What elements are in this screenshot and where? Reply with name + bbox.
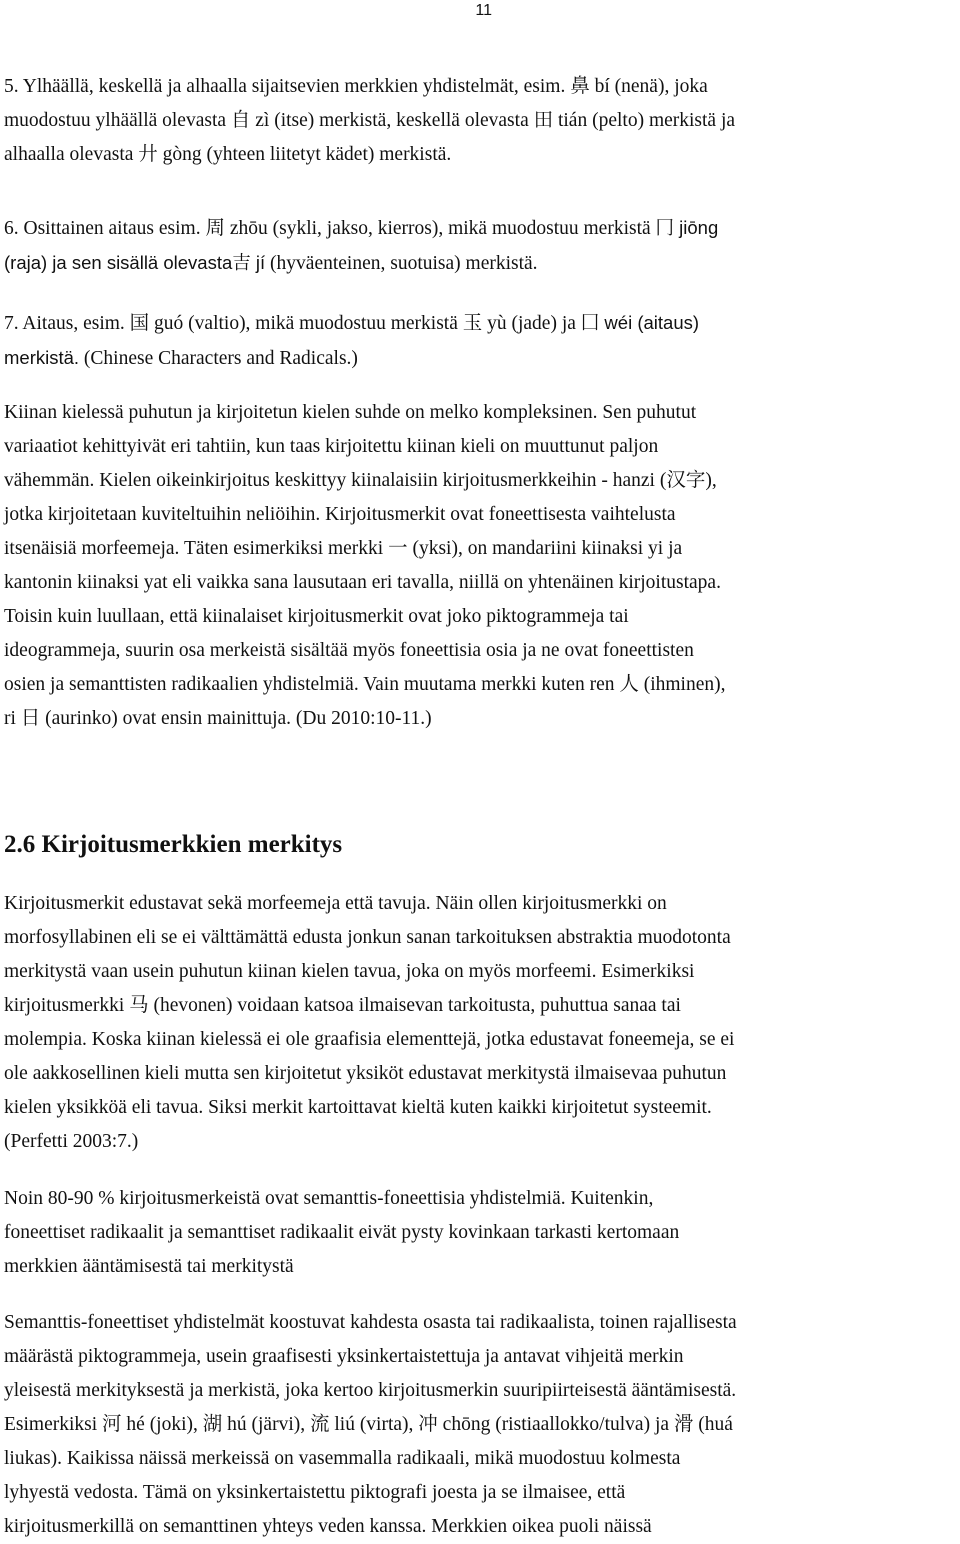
- text-line: kirjoitusmerkillä on semanttinen yhteys veden kanssa. Merkkien oikea puoli näissä: [4, 1516, 652, 1537]
- text-line: [4, 341, 956, 376]
- text-line: [4, 211, 956, 246]
- list-item-7: [4, 306, 956, 376]
- page-number: 11: [475, 2, 492, 19]
- text-line: määrästä piktogrammeja, usein graafisesti yksinkertaistettuja ja antavat vihjeitä merkin: [4, 1346, 684, 1367]
- text-line: [4, 306, 956, 341]
- text-line: [4, 246, 956, 281]
- text-line: ole aakkosellinen kieli mutta sen kirjoitetut yksiköt edustavat merkitystä ilmaisevaa puhutun: [4, 1063, 727, 1084]
- text-line: itsenäisiä morfeemeja. Täten esimerkiksi merkki 一 (yksi), on mandariini kiinaksi yi ja: [4, 538, 683, 559]
- text-segment: 7. Aitaus, esim. 国 guó (valtio), mikä muodostuu merkistä 玉 yù (jade) ja: [4, 313, 581, 334]
- text-line: osien ja semanttisten radikaalien yhdistelmiä. Vain muutama merkki kuten ren 人 (ihminen),: [4, 674, 726, 695]
- text-line: kirjoitusmerkki 马 (hevonen) voidaan katsoa ilmaisevan tarkoitusta, puhuttua sanaa tai: [4, 995, 681, 1016]
- text-line: foneettiset radikaalit ja semanttiset radikaalit eivät pysty kovinkaan tarkasti kertomaan: [4, 1222, 680, 1243]
- text-line: ri 日 (aurinko) ovat ensin mainittuja. (Du 2010:10-11.): [4, 708, 432, 729]
- text-line: merkitystä vaan usein puhutun kiinan kielen tavua, joka on myös morfeemi. Esimerkiksi: [4, 961, 695, 982]
- text-line: Toisin kuin luullaan, että kiinalaiset kirjoitusmerkit ovat joko piktogrammeja tai: [4, 606, 629, 627]
- text-line: Kirjoitusmerkit edustavat sekä morfeemeja että tavuja. Näin ollen kirjoitusmerkki on: [4, 893, 667, 914]
- text-line: morfosyllabinen eli se ei välttämättä edusta jonkun sanan tarkoituksen abstraktia muodotonta: [4, 927, 731, 948]
- text-segment: (raja) ja sen sisällä olevasta吉 jí: [4, 252, 266, 273]
- text-line: Esimerkiksi 河 hé (joki), 湖 hú (järvi), 流 liú (virta), 冲 chōng (ristiaallokko/tulva) ja 滑 (huá: [4, 1414, 733, 1435]
- text-line: kielen yksikköä eli tavua. Siksi merkit kartoittavat kieltä kuten kaikki kirjoitetut systeemit.: [4, 1097, 712, 1118]
- paragraph-noin: [4, 1182, 956, 1284]
- text-line: Noin 80-90 % kirjoitusmerkeistä ovat semanttis-foneettisia yhdistelmiä. Kuitenkin,: [4, 1188, 654, 1209]
- text-line: merkkien ääntämisestä tai merkitystä: [4, 1256, 294, 1277]
- text-line: Kiinan kielessä puhutun ja kirjoitetun kielen suhde on melko kompleksinen. Sen puhutut: [4, 402, 697, 423]
- text-line: Semanttis-foneettiset yhdistelmät koostuvat kahdesta osasta tai radikaalista, toinen rajallisesta: [4, 1312, 737, 1333]
- text-line: muodostuu ylhäällä olevasta 自 zì (itse) merkistä, keskellä olevasta 田 tián (pelto) merkistä ja: [4, 110, 736, 131]
- text-segment: 囗 wéi (aitaus): [580, 312, 700, 333]
- list-item-5: [4, 70, 956, 172]
- text-line: (Perfetti 2003:7.): [4, 1131, 139, 1152]
- text-line: ideogrammeja, suurin osa merkeistä sisältää myös foneettisia osia ja ne ovat foneettisten: [4, 640, 694, 661]
- paragraph-semanttis: [4, 1306, 956, 1544]
- text-line: 5. Ylhäällä, keskellä ja alhaalla sijaitsevien merkkien yhdistelmät, esim. 鼻 bí (nenä), joka: [4, 76, 708, 97]
- text-line: molempia. Koska kiinan kielessä ei ole graafisia elementtejä, jotka edustavat foneemeja, se ei: [4, 1029, 735, 1050]
- list-item-6: [4, 211, 956, 281]
- text-segment: 6. Osittainen aitaus esim. 周 zhōu (sykli, jakso, kierros), mikä muodostuu merkistä: [4, 218, 656, 239]
- text-line: variaatiot kehittyivät eri tahtiin, kun taas kirjoitettu kiinan kieli on muuttunut paljon: [4, 436, 659, 457]
- text-segment: 冂 jiōng: [655, 217, 719, 238]
- paragraph-kiinan: [4, 396, 956, 736]
- text-line: jotka kirjoitetaan kuviteltuihin neliöihin. Kirjoitusmerkit ovat foneettisesta vaihtelusta: [4, 504, 676, 525]
- text-line: lyhyestä vedosta. Tämä on yksinkertaistettu piktografi joesta ja se ilmaisee, että: [4, 1482, 626, 1503]
- text-segment: (hyväenteinen, suotuisa) merkistä.: [265, 253, 538, 274]
- section-heading: 2.6 Kirjoitusmerkkien merkitys: [4, 831, 343, 858]
- text-segment: merkistä.: [4, 347, 80, 368]
- text-line: liukas). Kaikissa näissä merkeissä on vasemmalla radikaali, mikä muodostuu kolmesta: [4, 1448, 681, 1469]
- text-line: kantonin kiinaksi yat eli vaikka sana lausutaan eri tavalla, niillä on yhtenäinen kirjoitustapa.: [4, 572, 721, 593]
- text-segment: (Chinese Characters and Radicals.): [79, 348, 358, 369]
- text-line: alhaalla olevasta 廾 gòng (yhteen liitetyt kädet) merkistä.: [4, 144, 452, 165]
- text-line: yleisestä merkityksestä ja merkistä, joka kertoo kirjoitusmerkin suuripiirteisestä ääntämisestä.: [4, 1380, 737, 1401]
- paragraph-kirjoitusmerkit: [4, 887, 956, 1159]
- text-line: vähemmän. Kielen oikeinkirjoitus keskittyy kiinalaisiin kirjoitusmerkkeihin - hanzi (汉字),: [4, 470, 717, 491]
